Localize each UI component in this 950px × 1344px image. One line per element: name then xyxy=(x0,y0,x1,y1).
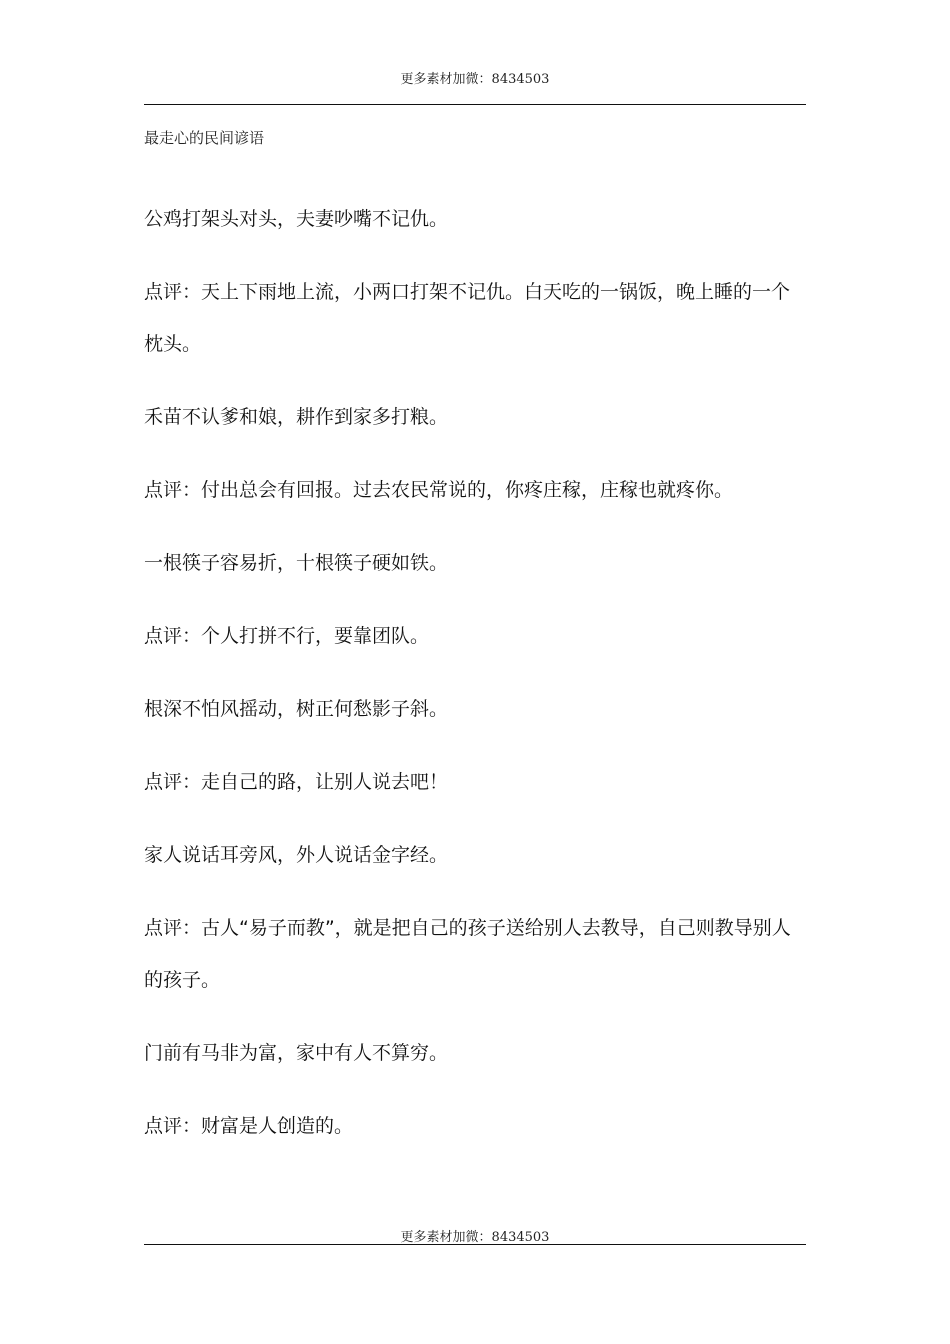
page-footer-text: 更多素材加微：8434503 xyxy=(400,1230,550,1245)
page-header-text: 更多素材加微：8434503 xyxy=(400,72,550,87)
proverb-line: 根深不怕风摇动，树正何愁影子斜。 xyxy=(144,698,449,720)
comment-line: 点评：天上下雨地上流，小两口打架不记仇。白天吃的一锅饭，晚上睡的一个枕头。 xyxy=(144,281,791,355)
proverb-line: 一根筷子容易折，十根筷子硬如铁。 xyxy=(144,552,449,574)
footer-rule xyxy=(144,1244,806,1245)
header-rule xyxy=(144,104,806,105)
document-title: 最走心的民间谚语 xyxy=(144,129,265,147)
proverb-line: 家人说话耳旁风，外人说话金字经。 xyxy=(144,844,449,866)
comment-line: 点评：个人打拼不行，要靠团队。 xyxy=(144,625,430,647)
proverb-line: 禾苗不认爹和娘，耕作到家多打粮。 xyxy=(144,406,449,428)
comment-line: 点评：古人“易子而教”，就是把自己的孩子送给别人去教导，自己则教导别人的孩子。 xyxy=(144,917,791,991)
comment-line: 点评：财富是人创造的。 xyxy=(144,1115,354,1137)
document-body xyxy=(144,206,808,1186)
comment-line: 点评：走自己的路，让别人说去吧！ xyxy=(144,771,449,793)
proverb-line: 公鸡打架头对头，夫妻吵嘴不记仇。 xyxy=(144,208,449,230)
comment-line: 点评：付出总会有回报。过去农民常说的，你疼庄稼，庄稼也就疼你。 xyxy=(144,479,734,501)
proverb-line: 门前有马非为富，家中有人不算穷。 xyxy=(144,1042,449,1064)
